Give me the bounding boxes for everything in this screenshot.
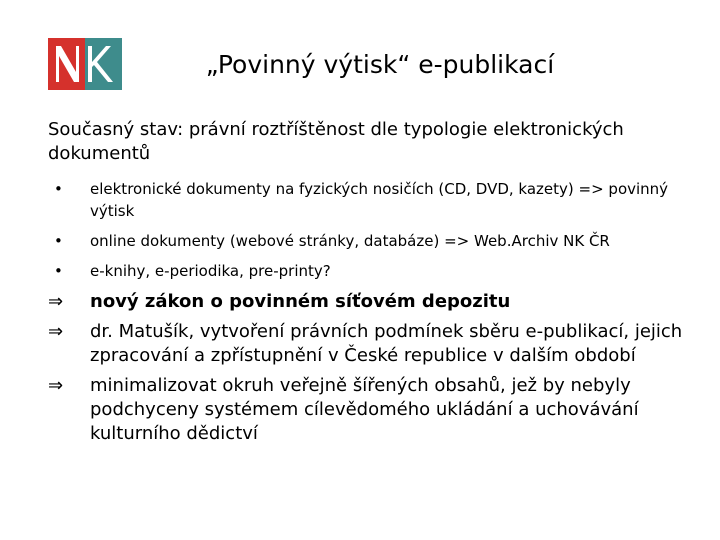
implies-arrow-icon: ⇒ bbox=[48, 321, 64, 342]
list-item-text: dr. Matušík, vytvoření právních podmínek sběru e-publikací, jejich zpracování a zpřístupnění v České republice v dalším období bbox=[90, 321, 683, 366]
bullet-icon: • bbox=[54, 232, 63, 250]
list-item-text: elektronické dokumenty na fyzických nosičích (CD, DVD, kazety) => povinný výtisk bbox=[90, 180, 669, 220]
bullet-icon: • bbox=[54, 180, 63, 198]
intro-text: Současný stav: právní roztříštěnost dle typologie elektronických dokumentů bbox=[48, 119, 624, 164]
list-item bbox=[48, 320, 688, 368]
list-item bbox=[48, 178, 688, 222]
list-item-text: e-knihy, e-periodika, pre-printy? bbox=[90, 262, 331, 280]
bullet-icon: • bbox=[54, 262, 63, 280]
list-item-text: minimalizovat okruh veřejně šířených obsahů, jež by nebyly podchyceny systémem cílevědomého ukládání a uchovávání kulturního dědictví bbox=[90, 375, 639, 444]
list-item-text: online dokumenty (webové stránky, databáze) => Web.Archiv NK ČR bbox=[90, 232, 610, 250]
list-item bbox=[48, 230, 688, 252]
list-item bbox=[48, 374, 688, 446]
implies-arrow-icon: ⇒ bbox=[48, 375, 64, 396]
slide-title: „Povinný výtisk“ e-publikací bbox=[205, 50, 555, 79]
implies-arrow-icon: ⇒ bbox=[48, 291, 64, 312]
document-types-list bbox=[48, 178, 688, 290]
consequences-list bbox=[48, 290, 688, 452]
list-item bbox=[48, 290, 688, 314]
nk-logo bbox=[48, 38, 122, 90]
list-item bbox=[48, 260, 688, 282]
list-item-text: nový zákon o povinném síťovém depozitu bbox=[90, 291, 511, 312]
